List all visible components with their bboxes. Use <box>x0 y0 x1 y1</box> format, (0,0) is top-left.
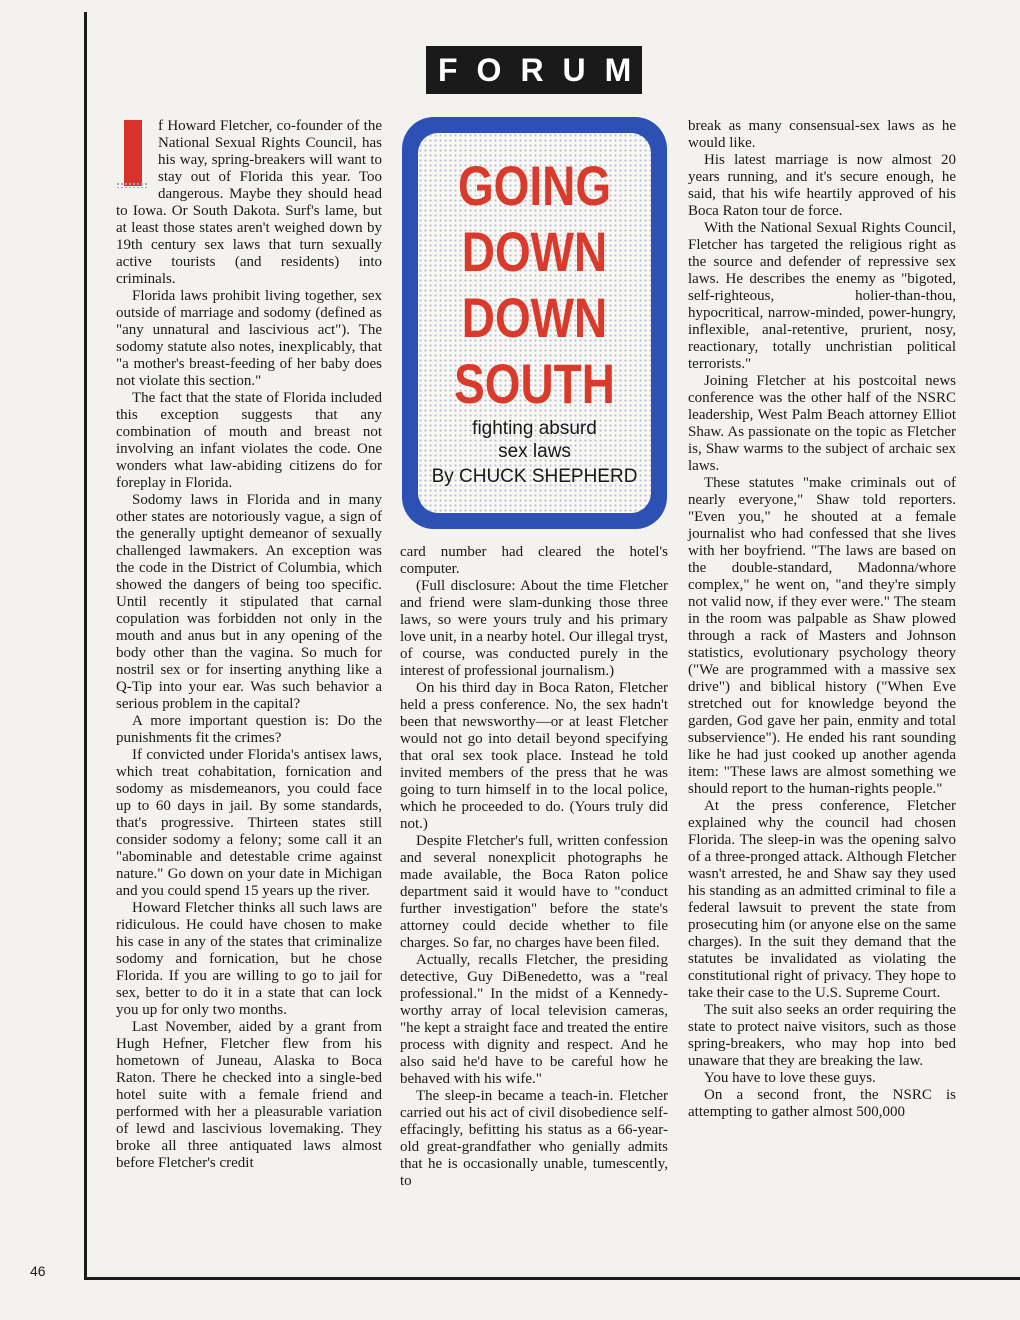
paragraph: If convicted under Florida's antisex laws, which treat cohabitation, fornication and sodomy as misdemeanors, you could face up to 60 days in jail. By some standards, that's progressive. Thirteen states still consider sodomy a felony; some call it an "abominable and detestable crime against nature." Go down on your date in Michigan and you could spend 15 years up the river. <box>116 747 382 899</box>
headline-line: DOWN <box>461 220 608 283</box>
headline-line: DOWN <box>461 286 608 349</box>
drop-cap-dots <box>116 182 148 188</box>
article-column-right <box>688 118 956 1121</box>
headline-line: SOUTH <box>454 352 615 415</box>
paragraph: Actually, recalls Fletcher, the presiding detective, Guy DiBenedetto, was a "real professional." In the midst of a Kennedy-worthy array of local television cameras, "he kept a straight face and treated the entire process with dignity and respect. And he also said he'd have to be careful how he behaved with his wife." <box>400 952 668 1087</box>
page-number: 46 <box>30 1263 46 1279</box>
paragraph: His latest marriage is now almost 20 years running, and it's secure enough, he said, that his wife heartily approved of his Boca Raton tour de force. <box>688 152 956 219</box>
paragraph: With the National Sexual Rights Council, Fletcher has targeted the religious right as the source and defender of repressive sex laws. He describes the enemy as "bigoted, self-righteous, holier-than-thou, hypocritical, narrow-minded, power-hungry, inflexible, anal-retentive, prurient, nosy, reactionary, totally unchristian political terrorists." <box>688 220 956 372</box>
drop-cap-bar <box>124 120 142 186</box>
paragraph: The suit also seeks an order requiring the state to protect naive visitors, such as those spring-breakers, who may hop into bed unaware that they are breaking the law. <box>688 1002 956 1069</box>
byline: By CHUCK SHEPHERD <box>431 466 638 487</box>
subhead-line: fighting absurd <box>472 418 597 439</box>
paragraph: f Howard Fletcher, co-founder of the National Sexual Rights Council, has his way, spring-breakers will want to stay out of Florida this year. Too dangerous. Maybe they should head to Iowa. Or South Dakota. Surf's lame, but at least those states aren't weighed down by 19th century sex laws that turn sexually active tourists (and residents) into criminals. <box>116 118 382 287</box>
paragraph: On a second front, the NSRC is attempting to gather almost 500,000 <box>688 1087 956 1120</box>
paragraph: (Full disclosure: About the time Fletcher and friend were slam-dunking those three laws, so were yours truly and his primary love unit, in a nearby hotel. Our illegal tryst, of course, was conducted purely in the interest of professional journalism.) <box>400 578 668 679</box>
article-column-middle <box>400 544 668 1190</box>
headline <box>418 133 651 417</box>
headline-box <box>402 117 667 529</box>
subhead-line: sex laws <box>498 441 571 462</box>
paragraph: Joining Fletcher at his postcoital news conference was the other half of the NSRC leadership, West Palm Beach attorney Elliot Shaw. As passionate on the topic as Fletcher is, Shaw warms to the subject of archaic sex laws. <box>688 373 956 474</box>
paragraph: A more important question is: Do the punishments fit the crimes? <box>116 713 382 746</box>
section-banner: FORUM <box>426 46 642 94</box>
paragraph: Florida laws prohibit living together, sex outside of marriage and sodomy (defined as "any unnatural and lascivious act"). The sodomy statute also notes, inexplicably, that "a mother's breast-feeding of her baby does not violate this section." <box>116 288 382 389</box>
paragraph: You have to love these guys. <box>704 1070 876 1086</box>
paragraph: Sodomy laws in Florida and in many other states are notoriously vague, a sign of the generally uptight demeanor of sexually challenged lawmakers. An exception was the code in the District of Columbia, which showed the dangers of being too specific. Until recently it stipulated that carnal copulation was forbidden not only in the mouth and anus but in any opening of the body other than the vagina. So much for nostril sex or for inserting anything like a Q-Tip into your ear. Was such behavior a serious problem in the capital? <box>116 492 382 712</box>
paragraph: The fact that the state of Florida included this exception suggests that any combination of mouth and breast not involving an infant violates the code. One wonders what law-abiding citizens do for foreplay in Florida. <box>116 390 382 491</box>
paragraph: Despite Fletcher's full, written confession and several nonexplicit photographs he made available, the Boca Raton police department said it would have to "conduct further investigation" before the state's attorney could decide whether to file charges. So far, no charges have been filed. <box>400 833 668 951</box>
drop-cap <box>116 120 148 188</box>
page-border-left <box>84 12 87 1280</box>
paragraph: Howard Fletcher thinks all such laws are ridiculous. He could have chosen to make his case in any of the states that criminalize sodomy and fornication, but he chose Florida. If you are willing to go to jail for sex, better to do it in a state that can lock you up for only two months. <box>116 900 382 1018</box>
page-border-bottom <box>84 1277 1020 1280</box>
paragraph: At the press conference, Fletcher explained why the council had chosen Florida. The sleep-in was the opening salvo of a three-pronged attack. Although Fletcher wasn't arrested, he and Shaw say they used his standing as an admitted criminal to file a federal lawsuit to prevent the state from prosecuting him (or anyone else on the same charges). In the suit they demand that the statutes be invalidated as violating the constitutional right of privacy. They hope to take their case to the U.S. Supreme Court. <box>688 798 956 1001</box>
headline-box-inner <box>418 133 651 513</box>
paragraph: Last November, aided by a grant from Hugh Hefner, Fletcher flew from his hometown of Juneau, Alaska to Boca Raton. There he checked into a single-bed hotel suite with a female friend and performed with her a pleasurable variation of lewd and lascivious lovemaking. They broke all three antiquated laws almost before Fletcher's credit <box>116 1019 382 1171</box>
headline-line: GOING <box>457 154 612 217</box>
article-column-left <box>116 118 382 1172</box>
paragraph: The sleep-in became a teach-in. Fletcher carried out his act of civil disobedience self-effacingly, befitting his status as a 66-year-old great-grandfather who genially admits that he is occasionally unable, tumescently, to <box>400 1088 668 1189</box>
paragraph: card number had cleared the hotel's computer. <box>400 544 668 577</box>
paragraph: break as many consensual-sex laws as he would like. <box>688 118 956 151</box>
paragraph: On his third day in Boca Raton, Fletcher held a press conference. No, the sex hadn't been that newsworthy—or at least Fletcher would not go into detail beyond specifying that oral sex took place. Instead he told invited members of the press that he was going to turn himself in to the local police, which he proceeded to do. (Yours truly did not.) <box>400 680 668 832</box>
paragraph: These statutes "make criminals out of nearly everyone," Shaw told reporters. "Even you," he shouted at a female journalist who had confessed that she lives with her boyfriend. "The laws are based on the double-standard, Madonna/whore complex," he went on, "and they're simply not valid now, if they ever were." The steam in the room was palpable as Shaw plowed through a rack of Masters and Johnson statistics, evolutionary psychology theory ("We are programmed with a massive sex drive") and biblical history ("When Eve stretched out for knowledge beyond the garden, God gave her pain, enmity and total subservience"). He ended his rant sounding like he had just cooked up another agenda item: "These laws are almost something we should report to the human-rights people." <box>688 475 956 797</box>
